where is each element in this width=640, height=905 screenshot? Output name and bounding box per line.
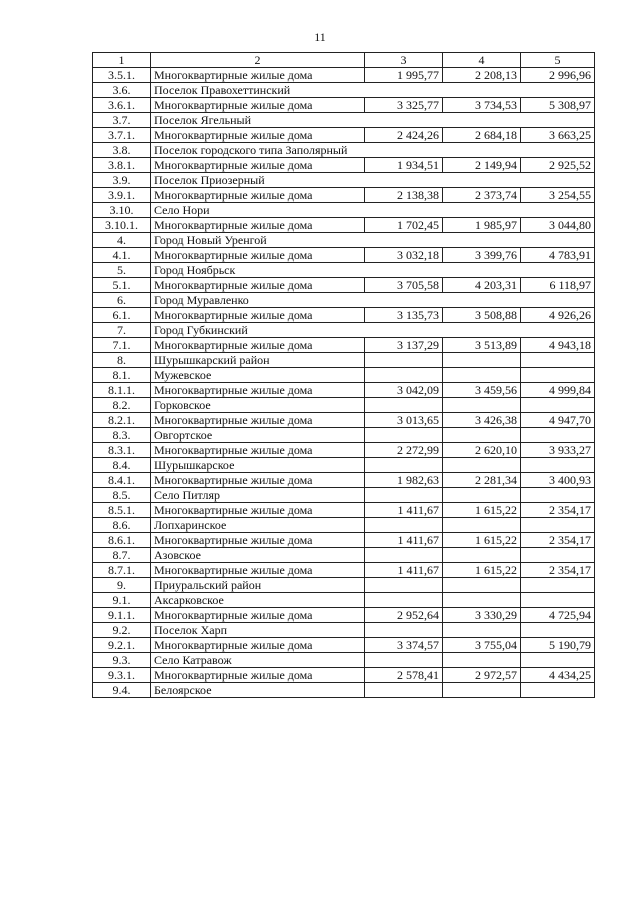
section-heading-row: [93, 578, 595, 593]
table-row: [93, 443, 595, 458]
row-number-cell: 9.2.: [93, 623, 151, 638]
empty-cell: [443, 353, 521, 368]
value-cell-col4: 3 459,56: [443, 383, 521, 398]
table-row: [93, 533, 595, 548]
row-number-cell: 8.2.: [93, 398, 151, 413]
section-heading-row: [93, 233, 595, 248]
section-heading-row: [93, 458, 595, 473]
table-row: [93, 98, 595, 113]
row-number-cell: 4.1.: [93, 248, 151, 263]
row-number-cell: 3.10.1.: [93, 218, 151, 233]
value-cell-col3: 1 934,51: [365, 158, 443, 173]
category-name-cell: Многоквартирные жилые дома: [151, 338, 365, 353]
row-number-cell: 9.3.: [93, 653, 151, 668]
empty-cell: [443, 488, 521, 503]
column-header-4: 4: [443, 53, 521, 68]
table-row: [93, 248, 595, 263]
section-name-cell: Город Муравленко: [151, 293, 595, 308]
empty-cell: [443, 683, 521, 698]
row-number-cell: 9.3.1.: [93, 668, 151, 683]
empty-cell: [365, 428, 443, 443]
category-name-cell: Многоквартирные жилые дома: [151, 278, 365, 293]
section-heading-row: [93, 518, 595, 533]
empty-cell: [365, 593, 443, 608]
section-heading-row: [93, 653, 595, 668]
table-row: [93, 473, 595, 488]
section-heading-row: [93, 398, 595, 413]
value-cell-col4: 3 426,38: [443, 413, 521, 428]
table-header-row: [93, 53, 595, 68]
row-number-cell: 7.1.: [93, 338, 151, 353]
section-heading-row: [93, 683, 595, 698]
row-number-cell: 9.4.: [93, 683, 151, 698]
value-cell-col3: 2 138,38: [365, 188, 443, 203]
section-name-cell: Шурышкарский район: [151, 353, 365, 368]
empty-cell: [365, 683, 443, 698]
empty-cell: [521, 593, 595, 608]
category-name-cell: Многоквартирные жилые дома: [151, 68, 365, 83]
category-name-cell: Многоквартирные жилые дома: [151, 533, 365, 548]
section-name-cell: Город Новый Уренгой: [151, 233, 595, 248]
value-cell-col5: 5 308,97: [521, 98, 595, 113]
value-cell-col5: 2 354,17: [521, 563, 595, 578]
section-name-cell: Аксарковское: [151, 593, 365, 608]
row-number-cell: 3.8.: [93, 143, 151, 158]
value-cell-col4: 3 330,29: [443, 608, 521, 623]
section-heading-row: [93, 293, 595, 308]
table-row: [93, 608, 595, 623]
category-name-cell: Многоквартирные жилые дома: [151, 218, 365, 233]
table-row: [93, 413, 595, 428]
category-name-cell: Многоквартирные жилые дома: [151, 128, 365, 143]
section-name-cell: Мужевское: [151, 368, 365, 383]
empty-cell: [365, 398, 443, 413]
empty-cell: [521, 368, 595, 383]
row-number-cell: 3.8.1.: [93, 158, 151, 173]
value-cell-col4: 2 281,34: [443, 473, 521, 488]
table-row: [93, 68, 595, 83]
section-name-cell: Поселок Харп: [151, 623, 365, 638]
empty-cell: [443, 368, 521, 383]
value-cell-col4: 1 985,97: [443, 218, 521, 233]
section-name-cell: Село Катравож: [151, 653, 365, 668]
category-name-cell: Многоквартирные жилые дома: [151, 473, 365, 488]
empty-cell: [443, 518, 521, 533]
value-cell-col3: 3 013,65: [365, 413, 443, 428]
row-number-cell: 9.: [93, 578, 151, 593]
value-cell-col3: 1 411,67: [365, 563, 443, 578]
row-number-cell: 9.1.1.: [93, 608, 151, 623]
value-cell-col3: 3 032,18: [365, 248, 443, 263]
value-cell-col3: 3 325,77: [365, 98, 443, 113]
column-header-3: 3: [365, 53, 443, 68]
category-name-cell: Многоквартирные жилые дома: [151, 383, 365, 398]
value-cell-col5: 5 190,79: [521, 638, 595, 653]
section-name-cell: Село Нори: [151, 203, 595, 218]
category-name-cell: Многоквартирные жилые дома: [151, 668, 365, 683]
section-name-cell: Поселок городского типа Заполярный: [151, 143, 595, 158]
section-name-cell: Шурышкарское: [151, 458, 365, 473]
section-name-cell: Село Питляр: [151, 488, 365, 503]
table-row: [93, 338, 595, 353]
value-cell-col4: 3 508,88: [443, 308, 521, 323]
row-number-cell: 8.3.1.: [93, 443, 151, 458]
value-cell-col4: 2 149,94: [443, 158, 521, 173]
value-cell-col5: 4 434,25: [521, 668, 595, 683]
value-cell-col5: 4 999,84: [521, 383, 595, 398]
value-cell-col5: 3 933,27: [521, 443, 595, 458]
value-cell-col3: 1 982,63: [365, 473, 443, 488]
empty-cell: [365, 353, 443, 368]
row-number-cell: 3.5.1.: [93, 68, 151, 83]
table-row: [93, 158, 595, 173]
empty-cell: [521, 488, 595, 503]
section-heading-row: [93, 173, 595, 188]
value-cell-col4: 3 513,89: [443, 338, 521, 353]
empty-cell: [365, 548, 443, 563]
empty-cell: [443, 593, 521, 608]
row-number-cell: 8.6.1.: [93, 533, 151, 548]
row-number-cell: 5.1.: [93, 278, 151, 293]
section-heading-row: [93, 623, 595, 638]
empty-cell: [521, 353, 595, 368]
section-heading-row: [93, 113, 595, 128]
category-name-cell: Многоквартирные жилые дома: [151, 413, 365, 428]
table-row: [93, 503, 595, 518]
section-name-cell: Приуральский район: [151, 578, 365, 593]
empty-cell: [365, 578, 443, 593]
value-cell-col5: 4 725,94: [521, 608, 595, 623]
value-cell-col5: 2 996,96: [521, 68, 595, 83]
empty-cell: [521, 518, 595, 533]
value-cell-col3: 3 137,29: [365, 338, 443, 353]
row-number-cell: 3.7.: [93, 113, 151, 128]
value-cell-col3: 2 424,26: [365, 128, 443, 143]
row-number-cell: 5.: [93, 263, 151, 278]
row-number-cell: 6.1.: [93, 308, 151, 323]
section-heading-row: [93, 593, 595, 608]
value-cell-col5: 3 663,25: [521, 128, 595, 143]
empty-cell: [521, 548, 595, 563]
value-cell-col4: 1 615,22: [443, 533, 521, 548]
value-cell-col3: 3 705,58: [365, 278, 443, 293]
section-heading-row: [93, 323, 595, 338]
table-row: [93, 188, 595, 203]
row-number-cell: 9.1.: [93, 593, 151, 608]
empty-cell: [521, 653, 595, 668]
section-heading-row: [93, 203, 595, 218]
empty-cell: [365, 653, 443, 668]
value-cell-col3: 1 411,67: [365, 503, 443, 518]
table-body: [93, 68, 595, 698]
section-name-cell: Поселок Правохеттинский: [151, 83, 595, 98]
row-number-cell: 3.9.1.: [93, 188, 151, 203]
empty-cell: [521, 623, 595, 638]
row-number-cell: 8.4.: [93, 458, 151, 473]
column-header-2: 2: [151, 53, 365, 68]
row-number-cell: 8.1.1.: [93, 383, 151, 398]
row-number-cell: 8.3.: [93, 428, 151, 443]
section-heading-row: [93, 368, 595, 383]
value-cell-col5: 2 354,17: [521, 533, 595, 548]
value-cell-col5: 6 118,97: [521, 278, 595, 293]
row-number-cell: 8.6.: [93, 518, 151, 533]
row-number-cell: 8.7.1.: [93, 563, 151, 578]
table-row: [93, 563, 595, 578]
empty-cell: [521, 398, 595, 413]
category-name-cell: Многоквартирные жилые дома: [151, 563, 365, 578]
row-number-cell: 3.6.: [93, 83, 151, 98]
table-row: [93, 383, 595, 398]
value-cell-col4: 2 620,10: [443, 443, 521, 458]
value-cell-col4: 1 615,22: [443, 563, 521, 578]
section-heading-row: [93, 83, 595, 98]
value-cell-col5: 4 943,18: [521, 338, 595, 353]
value-cell-col5: 2 354,17: [521, 503, 595, 518]
table-row: [93, 638, 595, 653]
category-name-cell: Многоквартирные жилые дома: [151, 638, 365, 653]
section-heading-row: [93, 488, 595, 503]
value-cell-col5: 3 254,55: [521, 188, 595, 203]
table-row: [93, 218, 595, 233]
category-name-cell: Многоквартирные жилые дома: [151, 308, 365, 323]
empty-cell: [365, 488, 443, 503]
value-cell-col4: 3 399,76: [443, 248, 521, 263]
empty-cell: [443, 428, 521, 443]
row-number-cell: 3.7.1.: [93, 128, 151, 143]
section-name-cell: Белоярское: [151, 683, 365, 698]
table-row: [93, 668, 595, 683]
empty-cell: [443, 578, 521, 593]
tariff-table: [92, 52, 595, 698]
row-number-cell: 3.6.1.: [93, 98, 151, 113]
empty-cell: [365, 458, 443, 473]
section-name-cell: Город Ноябрьск: [151, 263, 595, 278]
section-name-cell: Азовское: [151, 548, 365, 563]
value-cell-col3: 2 272,99: [365, 443, 443, 458]
empty-cell: [521, 428, 595, 443]
category-name-cell: Многоквартирные жилые дома: [151, 503, 365, 518]
value-cell-col5: 3 400,93: [521, 473, 595, 488]
column-header-1: 1: [93, 53, 151, 68]
section-heading-row: [93, 143, 595, 158]
value-cell-col3: 2 578,41: [365, 668, 443, 683]
section-name-cell: Лопхаринское: [151, 518, 365, 533]
value-cell-col5: 4 947,70: [521, 413, 595, 428]
value-cell-col3: 3 135,73: [365, 308, 443, 323]
row-number-cell: 8.2.1.: [93, 413, 151, 428]
category-name-cell: Многоквартирные жилые дома: [151, 158, 365, 173]
value-cell-col5: 2 925,52: [521, 158, 595, 173]
section-heading-row: [93, 428, 595, 443]
row-number-cell: 9.2.1.: [93, 638, 151, 653]
row-number-cell: 8.5.: [93, 488, 151, 503]
row-number-cell: 8.5.1.: [93, 503, 151, 518]
empty-cell: [443, 653, 521, 668]
row-number-cell: 8.: [93, 353, 151, 368]
section-name-cell: Овгортское: [151, 428, 365, 443]
category-name-cell: Многоквартирные жилые дома: [151, 248, 365, 263]
value-cell-col4: 2 373,74: [443, 188, 521, 203]
section-name-cell: Горковское: [151, 398, 365, 413]
value-cell-col3: 1 995,77: [365, 68, 443, 83]
empty-cell: [365, 518, 443, 533]
value-cell-col4: 2 208,13: [443, 68, 521, 83]
row-number-cell: 7.: [93, 323, 151, 338]
empty-cell: [443, 548, 521, 563]
value-cell-col5: 4 926,26: [521, 308, 595, 323]
value-cell-col3: 3 374,57: [365, 638, 443, 653]
row-number-cell: 3.9.: [93, 173, 151, 188]
row-number-cell: 6.: [93, 293, 151, 308]
section-name-cell: Поселок Приозерный: [151, 173, 595, 188]
value-cell-col4: 1 615,22: [443, 503, 521, 518]
empty-cell: [521, 683, 595, 698]
value-cell-col4: 3 734,53: [443, 98, 521, 113]
row-number-cell: 8.1.: [93, 368, 151, 383]
category-name-cell: Многоквартирные жилые дома: [151, 188, 365, 203]
page-number: 11: [314, 30, 326, 44]
row-number-cell: 8.7.: [93, 548, 151, 563]
empty-cell: [443, 458, 521, 473]
category-name-cell: Многоквартирные жилые дома: [151, 443, 365, 458]
row-number-cell: 8.4.1.: [93, 473, 151, 488]
section-heading-row: [93, 263, 595, 278]
empty-cell: [365, 623, 443, 638]
empty-cell: [521, 578, 595, 593]
section-name-cell: Поселок Ягельный: [151, 113, 595, 128]
row-number-cell: 3.10.: [93, 203, 151, 218]
table-row: [93, 278, 595, 293]
section-name-cell: Город Губкинский: [151, 323, 595, 338]
value-cell-col3: 1 702,45: [365, 218, 443, 233]
empty-cell: [443, 623, 521, 638]
value-cell-col3: 1 411,67: [365, 533, 443, 548]
table-row: [93, 308, 595, 323]
value-cell-col4: 3 755,04: [443, 638, 521, 653]
category-name-cell: Многоквартирные жилые дома: [151, 98, 365, 113]
value-cell-col5: 4 783,91: [521, 248, 595, 263]
column-header-5: 5: [521, 53, 595, 68]
value-cell-col3: 2 952,64: [365, 608, 443, 623]
section-heading-row: [93, 353, 595, 368]
empty-cell: [443, 398, 521, 413]
table-row: [93, 128, 595, 143]
value-cell-col3: 3 042,09: [365, 383, 443, 398]
empty-cell: [521, 458, 595, 473]
row-number-cell: 4.: [93, 233, 151, 248]
section-heading-row: [93, 548, 595, 563]
value-cell-col4: 2 684,18: [443, 128, 521, 143]
value-cell-col5: 3 044,80: [521, 218, 595, 233]
value-cell-col4: 2 972,57: [443, 668, 521, 683]
empty-cell: [365, 368, 443, 383]
category-name-cell: Многоквартирные жилые дома: [151, 608, 365, 623]
value-cell-col4: 4 203,31: [443, 278, 521, 293]
